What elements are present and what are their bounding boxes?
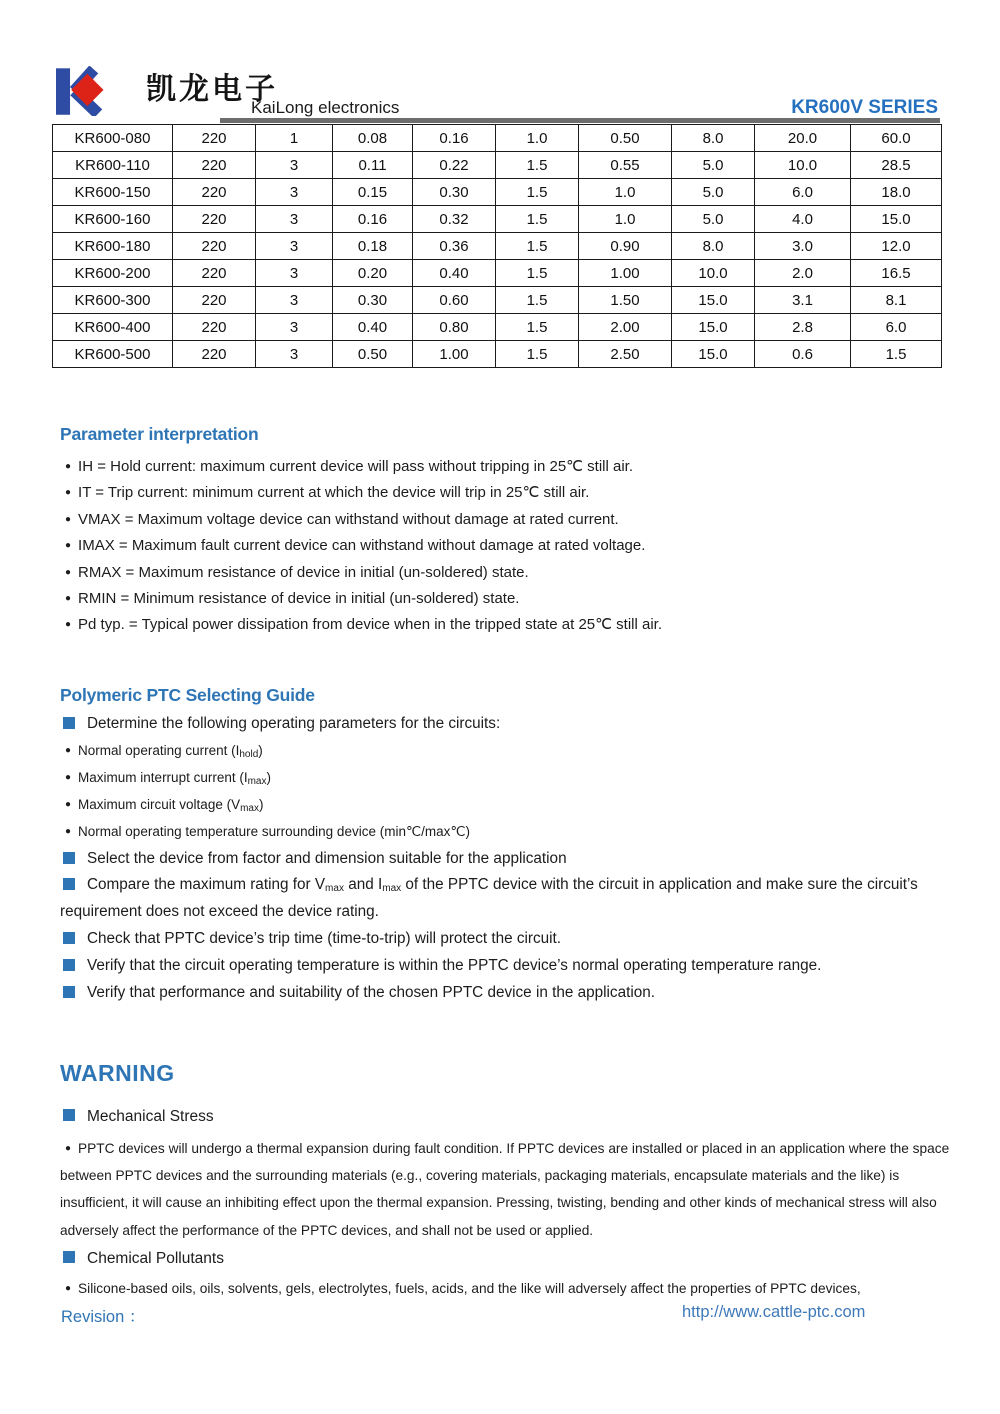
table-cell: 1.00 — [579, 260, 672, 287]
guide-step-verify-perf: Verify that performance and suitability of the chosen PPTC device in the application. — [60, 980, 955, 1007]
bullet-dot-icon: ● — [65, 825, 72, 837]
table-cell: 1.5 — [496, 179, 579, 206]
kailong-logo-icon — [56, 66, 110, 116]
guide-step-verify-temp: Verify that the circuit operating temperature is within the PPTC device’s normal operating temperature range. — [60, 953, 955, 980]
table-cell: 220 — [173, 314, 256, 341]
table-cell: 1 — [256, 125, 333, 152]
table-cell: 0.6 — [755, 341, 851, 368]
mechanical-stress-heading: Mechanical Stress — [60, 1106, 952, 1128]
table-cell: 1.0 — [496, 125, 579, 152]
guide-step-compare: Compare the maximum rating for $V_{max}$ and $I_{max}$ of the PPTC device with the circuit in application and make sure the circuit’s requirement does not exceed the device rating. — [60, 876, 918, 921]
parameter-item: ● RMAX = Maximum resistance of device in initial (un-soldered) state. — [60, 560, 950, 586]
bullet-dot-icon: ● — [65, 540, 72, 552]
table-cell: 220 — [173, 341, 256, 368]
table-row — [53, 179, 942, 206]
table-cell: KR600-150 — [53, 179, 173, 206]
table-cell: 0.90 — [579, 233, 672, 260]
table-cell: 1.5 — [496, 287, 579, 314]
square-bullet-icon — [63, 1109, 75, 1121]
table-cell: 20.0 — [755, 125, 851, 152]
parameter-item: ● RMIN = Minimum resistance of device in initial (un-soldered) state. — [60, 586, 950, 612]
table-cell: 1.5 — [496, 152, 579, 179]
table-cell: 3 — [256, 152, 333, 179]
table-row — [53, 314, 942, 341]
table-cell: 1.5 — [496, 206, 579, 233]
chemical-pollutants-text: ● Silicone-based oils, oils, solvents, gels, electrolytes, fuels, acids, and the like will adversely affect the properties of PPTC devices, — [60, 1275, 952, 1302]
square-bullet-icon — [63, 959, 75, 971]
bullet-dot-icon: ● — [65, 566, 72, 578]
parameter-interpretation-title: Parameter interpretation — [60, 424, 259, 444]
table-row — [53, 233, 942, 260]
table-row — [53, 125, 942, 152]
table-cell: 0.22 — [413, 152, 496, 179]
table-cell: 0.30 — [333, 287, 413, 314]
table-row — [53, 341, 942, 368]
table-cell: KR600-500 — [53, 341, 173, 368]
table-cell: 15.0 — [672, 287, 755, 314]
table-row — [53, 206, 942, 233]
table-cell: KR600-160 — [53, 206, 173, 233]
parameter-item: ● VMAX = Maximum voltage device can withstand without damage at rated current. — [60, 507, 950, 533]
table-cell: 1.5 — [496, 314, 579, 341]
square-bullet-icon — [63, 932, 75, 944]
parameter-list — [60, 454, 950, 639]
table-cell: 0.20 — [333, 260, 413, 287]
guide-sub-bullet: ● Maximum interrupt current $(I_{max})$ — [60, 765, 955, 792]
table-cell: 220 — [173, 125, 256, 152]
table-cell: 0.50 — [579, 125, 672, 152]
table-cell: 1.5 — [496, 233, 579, 260]
bullet-dot-icon: ● — [65, 1282, 72, 1294]
table-cell: 2.0 — [755, 260, 851, 287]
table-cell: 3 — [256, 341, 333, 368]
bullet-dot-icon: ● — [65, 513, 72, 525]
table-cell: 220 — [173, 152, 256, 179]
table-cell: 220 — [173, 287, 256, 314]
logo-chinese-text: 凯龙电子 — [146, 72, 278, 107]
table-cell: 0.08 — [333, 125, 413, 152]
table-cell: 0.11 — [333, 152, 413, 179]
table-cell: KR600-080 — [53, 125, 173, 152]
table-cell: KR600-200 — [53, 260, 173, 287]
table-cell: 1.0 — [579, 179, 672, 206]
header-rule — [220, 118, 940, 123]
table-cell: KR600-300 — [53, 287, 173, 314]
spec-table — [52, 124, 942, 368]
table-cell: 6.0 — [755, 179, 851, 206]
bullet-dot-icon: ● — [65, 798, 72, 810]
table-cell: KR600-400 — [53, 314, 173, 341]
table-cell: 0.40 — [333, 314, 413, 341]
table-cell: 15.0 — [851, 206, 942, 233]
table-cell: 3 — [256, 233, 333, 260]
table-cell: 3 — [256, 206, 333, 233]
bullet-dot-icon: ● — [65, 593, 72, 605]
table-cell: 15.0 — [672, 314, 755, 341]
bullet-dot-icon: ● — [65, 744, 72, 756]
table-cell: 10.0 — [672, 260, 755, 287]
guide-sub-bullet: ● Normal operating current $(I_{hold})$ — [60, 738, 955, 765]
parameter-item: ● IT = Trip current: minimum current at which the device will trip in 25℃ still air. — [60, 480, 950, 506]
table-cell: 5.0 — [672, 179, 755, 206]
guide-step-determine: Determine the following operating parameters for the circuits: — [60, 711, 955, 738]
bullet-dot-icon: ● — [65, 771, 72, 783]
table-cell: 0.55 — [579, 152, 672, 179]
table-cell: KR600-180 — [53, 233, 173, 260]
table-cell: 6.0 — [851, 314, 942, 341]
table-cell: 0.18 — [333, 233, 413, 260]
table-cell: 0.16 — [413, 125, 496, 152]
table-cell: 1.0 — [579, 206, 672, 233]
table-cell: 3 — [256, 260, 333, 287]
table-row — [53, 152, 942, 179]
table-cell: 0.15 — [333, 179, 413, 206]
bullet-dot-icon: ● — [65, 461, 72, 472]
guide-step-check: Check that PPTC device’s trip time (time-to-trip) will protect the circuit. — [60, 926, 955, 953]
guide-sub-bullet: ● Maximum circuit voltage $(V_{max})$ — [60, 792, 955, 819]
table-cell: 1.5 — [496, 260, 579, 287]
table-cell: 220 — [173, 179, 256, 206]
table-cell: 1.5 — [496, 341, 579, 368]
table-cell: 2.50 — [579, 341, 672, 368]
warning-title: WARNING — [60, 1060, 175, 1086]
table-cell: 0.80 — [413, 314, 496, 341]
table-cell: 15.0 — [672, 341, 755, 368]
table-cell: 0.50 — [333, 341, 413, 368]
table-cell: 0.32 — [413, 206, 496, 233]
series-title: KR600V SERIES — [791, 97, 938, 118]
website-link[interactable]: http://www.cattle-ptc.com — [682, 1303, 866, 1321]
square-bullet-icon — [63, 1251, 75, 1263]
table-cell: KR600-110 — [53, 152, 173, 179]
table-cell: 4.0 — [755, 206, 851, 233]
table-cell: 1.5 — [851, 341, 942, 368]
table-cell: 3.1 — [755, 287, 851, 314]
logo-english-text: KaiLong electronics — [251, 98, 400, 117]
table-cell: 3 — [256, 287, 333, 314]
mechanical-stress-text: ● PPTC devices will undergo a thermal expansion during fault condition. If PPTC devices are installed or placed in an application where the space between PPTC devices and the surrounding materials (e.g., covering materials, packaging materials, encapsulate materials and the like) is insufficient, it will cause an inhibiting effect upon the thermal expansion. Pressing, twisting, bending and other kinds of mechanical stress will also adversely affect the performance of the PPTC devices, and shall not be used or applied. — [60, 1135, 952, 1244]
table-cell: 16.5 — [851, 260, 942, 287]
table-cell: 60.0 — [851, 125, 942, 152]
table-cell: 8.0 — [672, 125, 755, 152]
table-cell: 28.5 — [851, 152, 942, 179]
parameter-item: ● Pd typ. = Typical power dissipation from device when in the tripped state at 25℃ still air. — [60, 612, 950, 638]
square-bullet-icon — [63, 717, 75, 729]
table-cell: 1.50 — [579, 287, 672, 314]
table-cell: 12.0 — [851, 233, 942, 260]
bullet-dot-icon: ● — [65, 619, 72, 631]
table-cell: 220 — [173, 260, 256, 287]
square-bullet-icon — [63, 878, 75, 890]
table-cell: 10.0 — [755, 152, 851, 179]
square-bullet-icon — [63, 852, 75, 864]
table-cell: 0.30 — [413, 179, 496, 206]
parameter-item: ● IMAX = Maximum fault current device can withstand without damage at rated voltage. — [60, 533, 950, 559]
table-row — [53, 260, 942, 287]
table-cell: 0.40 — [413, 260, 496, 287]
table-cell: 5.0 — [672, 152, 755, 179]
table-cell: 8.0 — [672, 233, 755, 260]
table-cell: 0.60 — [413, 287, 496, 314]
table-cell: 2.8 — [755, 314, 851, 341]
table-cell: 2.00 — [579, 314, 672, 341]
table-cell: 3.0 — [755, 233, 851, 260]
table-cell: 18.0 — [851, 179, 942, 206]
chemical-pollutants-heading: Chemical Pollutants — [60, 1248, 952, 1270]
guide-step-select: Select the device from factor and dimension suitable for the application — [60, 846, 955, 873]
warning-section — [60, 1060, 952, 1302]
parameter-item: ● IH = Hold current: maximum current device will pass without tripping in 25℃ still air. — [60, 454, 950, 480]
square-bullet-icon — [63, 986, 75, 998]
table-cell: 5.0 — [672, 206, 755, 233]
parameter-interpretation-section — [60, 424, 950, 639]
bullet-dot-icon: ● — [65, 1143, 72, 1154]
table-cell: 0.36 — [413, 233, 496, 260]
guide-sub-bullet: ● Normal operating temperature surrounding device (min℃/max℃) — [60, 819, 955, 846]
table-cell: 1.00 — [413, 341, 496, 368]
revision-label: Revision ： — [61, 1308, 146, 1326]
selecting-guide-section — [60, 685, 955, 1007]
table-cell: 220 — [173, 233, 256, 260]
table-cell: 3 — [256, 179, 333, 206]
table-row — [53, 287, 942, 314]
table-cell: 8.1 — [851, 287, 942, 314]
table-cell: 220 — [173, 206, 256, 233]
table-cell: 3 — [256, 314, 333, 341]
spec-table-body — [53, 125, 942, 368]
selecting-guide-title: Polymeric PTC Selecting Guide — [60, 685, 315, 705]
table-cell: 0.16 — [333, 206, 413, 233]
bullet-dot-icon: ● — [65, 487, 72, 499]
